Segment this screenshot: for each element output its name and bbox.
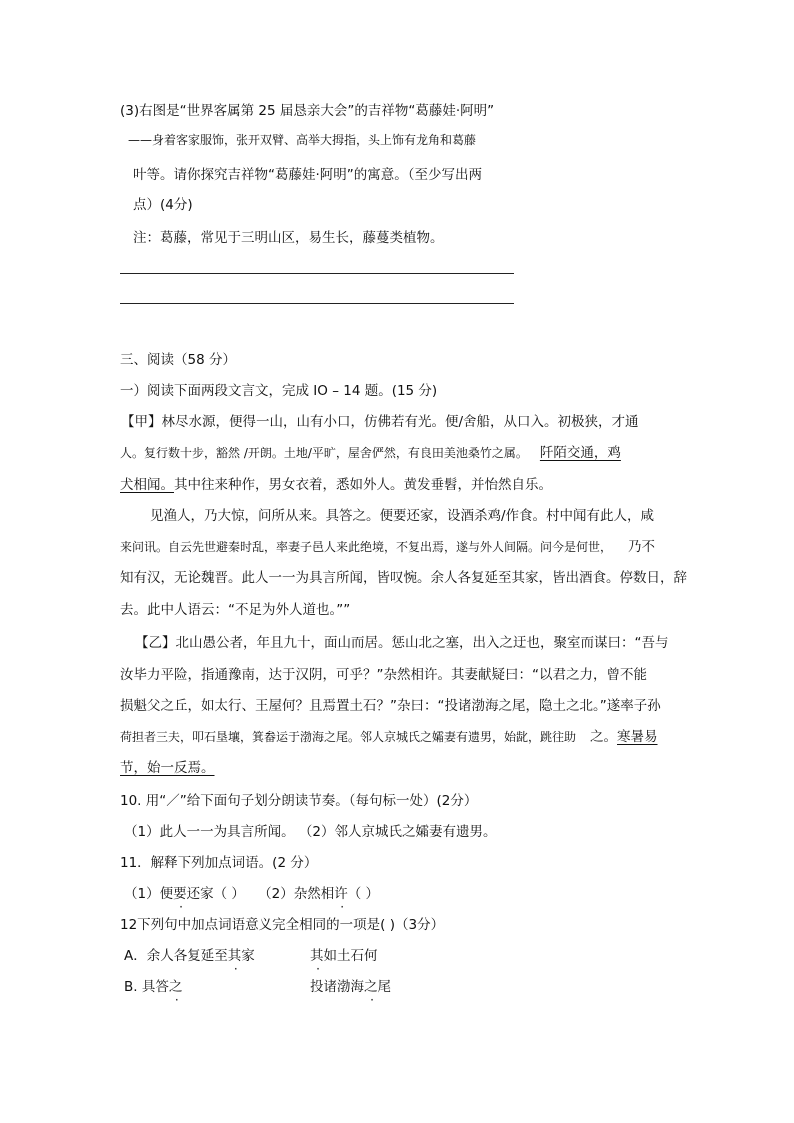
q12-option-a-right-end: 如土石何 (323, 948, 378, 964)
q3-line-3: 叶等。请你探究吉祥物“葛藤娃·阿明”的寓意。（至少写出两 (133, 167, 483, 183)
jia-line-2 (120, 443, 621, 463)
answer-line-2[interactable] (120, 303, 514, 304)
q3-line-4: 点）(4分) (133, 197, 193, 213)
q3-line-2: ——身着客家服饰，张开双臂、高举大拇指，头上饰有龙角和葛藤 (128, 133, 477, 147)
yi-line-4-a: 荷担者三夫，叩石垦壤，箕畚运于渤海之尾。邻人京城氏之孀妻有遗男，始龀，跳往助 (120, 730, 577, 744)
jia-line-5-b: 乃不 (628, 539, 656, 555)
jia-line-5-a: 来问讯。自云先世避秦时乱，率妻子邑人来此绝境，不复出焉，遂与外人间隔。问今是何世， (120, 540, 613, 554)
q10-items: （1）此人一一为具言所闻。 （2）邻人京城氏之孀妻有遗男。 (124, 824, 497, 840)
q12-option-a (124, 946, 255, 966)
q11-item-1-dotted: 要 (173, 886, 187, 902)
q11-items (124, 884, 379, 904)
q12-option-b-right-dotted: 之 (364, 979, 378, 995)
q12-option-a-right (310, 946, 378, 966)
jia-line-3-underlined: 犬相闻。 (120, 477, 174, 493)
yi-line-4 (120, 727, 658, 747)
jia-line-7: 去。此中人语云：“不足为外人道也。”” (120, 602, 351, 618)
q11-item-1-c: 还家（ ） (186, 886, 245, 902)
section-3-part-1: 一）阅读下面两段文言文，完成 IO – 14 题。(15 分) (120, 383, 438, 399)
q11-item-2-dotted: 许 (334, 886, 348, 902)
jia-line-3-b: 其中往来种作，男女衣着，悉如外人。黄发垂髫，并怡然自乐。 (174, 477, 552, 493)
q11-stem: 11．解释下列加点词语。(2 分） (120, 855, 318, 871)
q12-stem: 12下列句中加点词语意义完全相同的一项是( )（3分） (120, 917, 445, 933)
jia-line-6: 知有汉，无论魏晋。此人一一为具言所闻，皆叹惋。余人各复延至其家，皆出酒食。停数日，辞 (120, 570, 687, 586)
yi-line-1: 【乙】北山愚公者，年且九十，面山而居。惩山北之塞，出入之迂也，聚室而谋曰：“吾与 (135, 635, 669, 651)
q11-item-1-a: （1）便 (124, 886, 174, 902)
q12-option-b-right-end: 尾 (377, 979, 391, 995)
q12-option-a-dotted: 其 (227, 948, 242, 964)
jia-line-5 (120, 537, 655, 557)
q12-option-a-right-dotted: 其 (310, 948, 324, 964)
yi-line-3: 损魁父之丘，如太行、王屋何？且焉置土石？”杂曰：“投诸渤海之尾，隐土之北。”遂率子孙 (120, 698, 661, 714)
yi-line-4-underlined: 寒暑易 (617, 729, 658, 745)
jia-line-4: 见渔人，乃大惊，问所从来。具答之。便要还家，设酒杀鸡/作食。村中闻有此人，咸 (150, 508, 655, 524)
jia-line-2-underlined: 阡陌交通，鸡 (539, 445, 621, 461)
q12-option-b-right (310, 977, 391, 997)
q12-option-b-right-label: 投诸渤海 (310, 979, 364, 995)
yi-line-2: 汝毕力平险，指通豫南，达于汉阴，可乎？”杂然相许。其妻献疑曰：“以君之力，曾不能 (120, 667, 647, 683)
q10-stem: 10. 用“／”给下面句子划分朗读节奏。（每句标一处）(2分） (120, 793, 478, 809)
q11-item-2-c: （ ） (347, 886, 380, 902)
q3-note: 注：葛藤，常见于三明山区，易生长，藤蔓类植物。 (133, 230, 444, 246)
q3-line-1: (3)右图是“世界客属第 25 届恳亲大会”的吉祥物“葛藤娃·阿明” (120, 103, 495, 119)
q12-option-b-dotted: 之 (168, 979, 183, 995)
jia-line-1: 【甲】林尽水源，便得一山，山有小口，仿佛若有光。便/舍船，从口入。初极狭，才通 (121, 414, 639, 430)
q12-option-b-label: B. 具答 (124, 979, 169, 995)
jia-line-3 (120, 475, 552, 495)
q12-option-a-label: A．余人各复延至 (124, 948, 228, 964)
q11-item-2-a: （2）杂然相 (264, 886, 335, 902)
q12-option-a-end: 家 (241, 948, 255, 964)
answer-line-1[interactable] (120, 273, 514, 274)
jia-line-2-a: 人。复行数十步，豁然 /开朗。土地/平旷，屋舍俨然，有良田美池桑竹之属。 (120, 446, 528, 460)
yi-line-5 (120, 758, 215, 778)
q12-option-b (124, 977, 182, 997)
yi-line-4-b: 之。 (590, 729, 618, 745)
yi-line-5-underlined: 节，始一反焉。 (120, 760, 215, 776)
section-3-title: 三、阅读（58 分） (120, 352, 236, 368)
